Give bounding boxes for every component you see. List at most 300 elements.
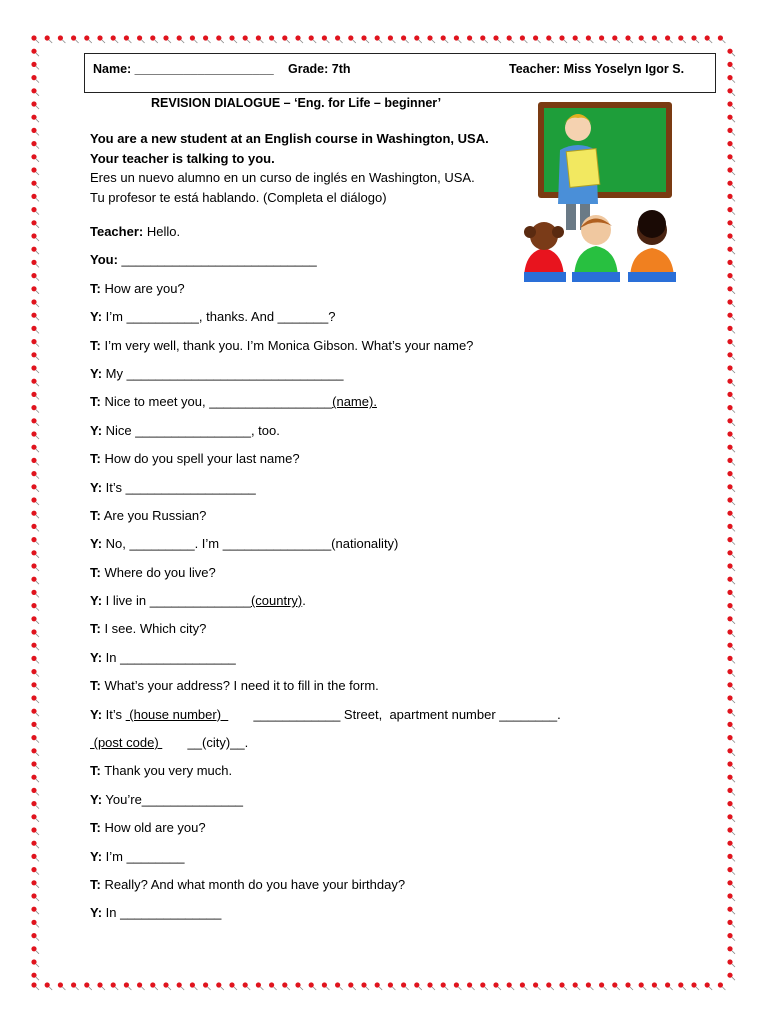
- dialogue-text[interactable]: What’s your address? I need it to fill in the form.: [100, 678, 379, 694]
- border-dot: [31, 326, 36, 331]
- border-dot: [31, 801, 36, 806]
- border-dot-tail: [419, 40, 422, 43]
- border-dot: [533, 35, 538, 40]
- border-dot: [727, 946, 732, 951]
- border-dot-tail: [36, 212, 39, 215]
- dialogue-text[interactable]: I’m __________, thanks. And _______?: [102, 309, 336, 325]
- border-dot: [31, 115, 36, 120]
- border-dot: [691, 982, 696, 987]
- border-dot: [31, 959, 36, 964]
- speaker-label: T:: [90, 451, 101, 467]
- border-dot-tail: [36, 344, 39, 347]
- border-dot: [727, 709, 732, 714]
- border-dot: [727, 563, 732, 568]
- border-dot-tail: [168, 987, 171, 990]
- border-dot: [31, 695, 36, 700]
- instructions-es-1: Eres un nuevo alumno en un curso de inglés en Washington, USA.: [90, 170, 475, 185]
- dialogue-text[interactable]: You’re______________: [102, 791, 244, 807]
- border-dot: [727, 629, 732, 634]
- dialogue-text[interactable]: Hello.: [143, 224, 181, 239]
- dialogue-line: [90, 904, 690, 932]
- border-dot: [71, 982, 76, 987]
- border-dot-tail: [696, 40, 699, 43]
- border-dot-tail: [128, 987, 131, 990]
- border-dot: [559, 35, 564, 40]
- border-dot-tail: [36, 357, 39, 360]
- border-dot-tail: [36, 621, 39, 624]
- speaker-label: Y:: [90, 848, 103, 864]
- border-dot-tail: [732, 225, 735, 228]
- border-dot-tail: [36, 278, 39, 281]
- border-dot-tail: [732, 660, 735, 663]
- border-dot-tail: [732, 528, 735, 531]
- border-dot: [31, 854, 36, 859]
- border-dot-tail: [36, 370, 39, 373]
- border-dot-tail: [683, 40, 686, 43]
- border-dot: [705, 35, 710, 40]
- border-dot-tail: [732, 449, 735, 452]
- border-dot-tail: [732, 370, 735, 373]
- border-dot: [375, 35, 380, 40]
- border-dot-tail: [36, 987, 39, 990]
- border-dot-tail: [36, 462, 39, 465]
- border-dot-tail: [732, 779, 735, 782]
- border-dot-tail: [353, 40, 356, 43]
- border-dot: [727, 194, 732, 199]
- border-dot-tail: [36, 634, 39, 637]
- border-dot: [727, 577, 732, 582]
- border-dot-tail: [498, 40, 501, 43]
- border-dot: [727, 484, 732, 489]
- border-dot: [111, 35, 116, 40]
- border-dot-tail: [36, 911, 39, 914]
- border-dot: [727, 656, 732, 661]
- dialogue-text[interactable]: Thank you very much.: [100, 763, 233, 779]
- border-dot: [309, 982, 314, 987]
- speaker-label: T:: [90, 564, 101, 580]
- border-dot-tail: [419, 987, 422, 990]
- border-dot-tail: [472, 987, 475, 990]
- grade-label: Grade: 7th: [288, 62, 351, 76]
- border-dot-tail: [732, 911, 735, 914]
- speaker-label: T:: [90, 394, 101, 410]
- border-dot: [441, 982, 446, 987]
- border-dot: [727, 101, 732, 106]
- border-dot-tail: [617, 987, 620, 990]
- border-dot-tail: [36, 396, 39, 399]
- border-dot: [31, 616, 36, 621]
- border-dot-tail: [36, 687, 39, 690]
- border-dot: [335, 982, 340, 987]
- name-field-label[interactable]: Name: ____________________: [93, 62, 274, 76]
- border-dot-tail: [732, 251, 735, 254]
- dialogue-text-after[interactable]: ____________ Street, apartment number ________.: [228, 706, 561, 722]
- border-dot-tail: [732, 423, 735, 426]
- border-dot-tail: [49, 987, 52, 990]
- border-dot: [31, 603, 36, 608]
- border-dot-tail: [221, 40, 224, 43]
- border-dot-tail: [36, 740, 39, 743]
- border-dot: [31, 629, 36, 634]
- border-dot-tail: [36, 766, 39, 769]
- border-dot: [31, 405, 36, 410]
- border-dot: [573, 982, 578, 987]
- border-dot-tail: [732, 291, 735, 294]
- border-dot: [727, 62, 732, 67]
- border-dot: [727, 801, 732, 806]
- border-dot: [678, 35, 683, 40]
- border-dot: [520, 35, 525, 40]
- border-dot: [31, 669, 36, 674]
- border-dot: [31, 788, 36, 793]
- border-dot-tail: [732, 924, 735, 927]
- dialogue-text[interactable]: My ______________________________: [102, 365, 344, 381]
- border-dot: [269, 35, 274, 40]
- border-dot: [467, 982, 472, 987]
- dialogue-text[interactable]: It’s: [102, 706, 126, 722]
- border-dot-tail: [732, 66, 735, 69]
- border-dot-tail: [732, 317, 735, 320]
- dialogue-line: [90, 393, 690, 421]
- border-dot: [727, 75, 732, 80]
- border-dot: [31, 722, 36, 727]
- border-dot-tail: [732, 647, 735, 650]
- border-dot: [31, 339, 36, 344]
- border-dot-tail: [617, 40, 620, 43]
- border-dot-tail: [732, 898, 735, 901]
- border-dot: [31, 880, 36, 885]
- border-dot-tail: [36, 885, 39, 888]
- dialogue-text-after[interactable]: .: [302, 593, 306, 609]
- border-dot-tail: [732, 555, 735, 558]
- dialogue-text[interactable]: In ______________: [102, 905, 222, 921]
- speaker-label: Y:: [90, 905, 103, 921]
- dialogue: [90, 223, 690, 933]
- dialogue-text[interactable]: How old are you?: [100, 820, 206, 836]
- border-dot-tail: [36, 858, 39, 861]
- border-dot: [727, 788, 732, 793]
- answer-hint[interactable]: (post code): [90, 735, 163, 751]
- border-dot-tail: [36, 198, 39, 201]
- border-dot: [31, 88, 36, 93]
- border-dot-tail: [732, 396, 735, 399]
- border-dot: [665, 35, 670, 40]
- border-dot: [559, 982, 564, 987]
- border-dot: [97, 35, 102, 40]
- border-dot: [31, 128, 36, 133]
- border-dot-tail: [445, 987, 448, 990]
- border-dot-tail: [76, 987, 79, 990]
- border-dot-tail: [36, 330, 39, 333]
- dialogue-text[interactable]: I’m very well, thank you. I’m Monica Gibson. What’s your name?: [100, 337, 474, 353]
- dialogue-text[interactable]: Are you Russian?: [100, 507, 207, 523]
- border-dot: [727, 352, 732, 357]
- dialogue-text[interactable]: How are you?: [100, 280, 185, 296]
- border-dot-tail: [102, 987, 105, 990]
- border-dot-tail: [722, 987, 725, 990]
- border-dot-tail: [36, 726, 39, 729]
- border-dot-tail: [683, 987, 686, 990]
- border-dot: [190, 982, 195, 987]
- border-dot: [31, 550, 36, 555]
- border-dot: [31, 735, 36, 740]
- border-dot-tail: [326, 40, 329, 43]
- dialogue-line: [90, 280, 690, 308]
- border-dot: [31, 431, 36, 436]
- border-dot: [84, 982, 89, 987]
- border-dot-tail: [732, 700, 735, 703]
- border-dot-tail: [732, 581, 735, 584]
- border-dot-tail: [604, 987, 607, 990]
- border-dot-tail: [142, 40, 145, 43]
- border-dot: [31, 167, 36, 172]
- border-dot-tail: [732, 159, 735, 162]
- border-dot: [71, 35, 76, 40]
- border-dot: [31, 220, 36, 225]
- dialogue-text[interactable]: Nice ________________, too.: [102, 422, 280, 438]
- border-dot-tail: [221, 987, 224, 990]
- border-dot: [31, 841, 36, 846]
- border-dot: [177, 982, 182, 987]
- border-dot-tail: [445, 40, 448, 43]
- border-dot: [31, 946, 36, 951]
- border-dot: [727, 220, 732, 225]
- speaker-label: Y:: [90, 422, 103, 438]
- dialogue-text[interactable]: Where do you live?: [100, 564, 216, 580]
- border-dot-tail: [89, 987, 92, 990]
- border-dot: [546, 982, 551, 987]
- border-dot-tail: [36, 106, 39, 109]
- border-dot-tail: [36, 964, 39, 967]
- border-dot-tail: [551, 987, 554, 990]
- border-dot: [727, 431, 732, 436]
- border-dot-tail: [406, 987, 409, 990]
- border-dot-tail: [732, 621, 735, 624]
- border-dot: [31, 982, 36, 987]
- border-dot-tail: [732, 608, 735, 611]
- border-dot: [727, 841, 732, 846]
- border-dot: [727, 537, 732, 542]
- border-dot-tail: [36, 449, 39, 452]
- border-dot-tail: [732, 304, 735, 307]
- speaker-label: T:: [90, 876, 101, 892]
- border-dot: [361, 982, 366, 987]
- border-dot: [282, 982, 287, 987]
- border-dot: [58, 35, 63, 40]
- answer-hint[interactable]: (name).: [332, 394, 377, 410]
- border-dot: [31, 35, 36, 40]
- border-dot: [31, 814, 36, 819]
- border-dot-tail: [732, 278, 735, 281]
- border-dot-tail: [432, 987, 435, 990]
- border-dot-tail: [458, 987, 461, 990]
- border-dot: [31, 577, 36, 582]
- border-dot: [727, 128, 732, 133]
- border-dot: [727, 761, 732, 766]
- dialogue-text[interactable]: I live in ______________: [102, 593, 251, 609]
- border-dot: [31, 497, 36, 502]
- answer-hint[interactable]: (house number): [125, 706, 229, 722]
- border-dot-tail: [524, 40, 527, 43]
- border-dot: [295, 35, 300, 40]
- border-dot: [124, 35, 129, 40]
- border-dot-tail: [36, 779, 39, 782]
- dialogue-text[interactable]: It’s __________________: [102, 479, 256, 495]
- border-dot: [216, 35, 221, 40]
- border-dot: [163, 982, 168, 987]
- border-dot: [401, 35, 406, 40]
- dialogue-text[interactable]: In ________________: [102, 649, 236, 665]
- border-dot-tail: [732, 726, 735, 729]
- border-dot-tail: [36, 977, 39, 980]
- border-dot: [454, 35, 459, 40]
- border-dot: [229, 35, 234, 40]
- border-dot: [718, 35, 723, 40]
- instructions-es-2: Tu profesor te está hablando. (Completa el diálogo): [90, 189, 387, 205]
- speaker-label: Y:: [90, 536, 103, 552]
- border-dot: [58, 982, 63, 987]
- border-dot-tail: [36, 938, 39, 941]
- border-dot-tail: [696, 987, 699, 990]
- border-dot: [727, 418, 732, 423]
- border-dot: [150, 982, 155, 987]
- border-dot: [31, 748, 36, 753]
- dialogue-line: [90, 251, 690, 279]
- border-dot-tail: [732, 832, 735, 835]
- border-dot: [678, 982, 683, 987]
- border-dot-tail: [36, 700, 39, 703]
- dialogue-text[interactable]: I see. Which city?: [100, 621, 207, 637]
- border-dot-tail: [732, 462, 735, 465]
- border-dot-tail: [379, 987, 382, 990]
- border-dot: [150, 35, 155, 40]
- border-dot-tail: [36, 872, 39, 875]
- border-dot-tail: [732, 198, 735, 201]
- border-dot-tail: [732, 212, 735, 215]
- border-dot-tail: [36, 806, 39, 809]
- border-dot-tail: [36, 225, 39, 228]
- border-dot-tail: [551, 40, 554, 43]
- border-dot: [97, 982, 102, 987]
- border-dot: [599, 982, 604, 987]
- speaker-label: Y:: [90, 593, 103, 609]
- border-dot-tail: [36, 951, 39, 954]
- dialogue-line: [90, 564, 690, 592]
- border-dot: [727, 471, 732, 476]
- border-dot-tail: [538, 40, 541, 43]
- border-dot: [388, 35, 393, 40]
- dialogue-text[interactable]: Really? And what month do you have your birthday?: [100, 876, 406, 892]
- border-dot: [507, 35, 512, 40]
- border-dot: [454, 982, 459, 987]
- border-dot-tail: [194, 987, 197, 990]
- border-dot: [31, 445, 36, 450]
- border-dot-tail: [732, 977, 735, 980]
- dialogue-text[interactable]: Nice to meet you, _________________: [100, 394, 333, 410]
- border-dot-tail: [36, 264, 39, 267]
- dialogue-line: [90, 592, 690, 620]
- border-dot: [31, 933, 36, 938]
- border-dot-tail: [36, 674, 39, 677]
- border-dot: [493, 982, 498, 987]
- border-dot-tail: [732, 185, 735, 188]
- border-dot-tail: [732, 264, 735, 267]
- border-dot: [639, 982, 644, 987]
- border-dot: [243, 35, 248, 40]
- border-dot-tail: [732, 687, 735, 690]
- border-dot-tail: [732, 476, 735, 479]
- border-dot: [639, 35, 644, 40]
- border-dot-tail: [392, 40, 395, 43]
- border-dot-tail: [432, 40, 435, 43]
- border-dot: [546, 35, 551, 40]
- answer-hint[interactable]: (country): [250, 593, 303, 609]
- speaker-label: T:: [90, 337, 101, 353]
- dialogue-line: [90, 308, 690, 336]
- border-dot-tail: [155, 987, 158, 990]
- border-dot-tail: [36, 528, 39, 531]
- border-dot-tail: [300, 40, 303, 43]
- border-dot-tail: [709, 40, 712, 43]
- border-dot-tail: [234, 40, 237, 43]
- dialogue-text-after[interactable]: __(city)__.: [162, 735, 249, 751]
- border-dot-tail: [643, 987, 646, 990]
- border-dot-tail: [340, 987, 343, 990]
- border-dot-tail: [732, 344, 735, 347]
- border-dot-tail: [36, 119, 39, 122]
- speaker-label: Y:: [90, 365, 103, 381]
- border-dot-tail: [732, 489, 735, 492]
- border-dot-tail: [732, 951, 735, 954]
- speaker-label: T:: [90, 507, 101, 523]
- border-dot-tail: [36, 159, 39, 162]
- border-dot: [31, 101, 36, 106]
- border-dot: [31, 299, 36, 304]
- speaker-label: You:: [90, 252, 118, 268]
- border-dot: [31, 511, 36, 516]
- dialogue-line: [90, 223, 690, 251]
- border-dot: [31, 920, 36, 925]
- border-dot-tail: [524, 987, 527, 990]
- border-dot-tail: [36, 542, 39, 545]
- dialogue-text[interactable]: I’m ________: [102, 848, 185, 864]
- border-dot-tail: [732, 872, 735, 875]
- border-dot: [45, 35, 50, 40]
- border-dot-tail: [732, 792, 735, 795]
- border-dot-tail: [36, 898, 39, 901]
- border-dot-tail: [36, 515, 39, 518]
- border-dot: [625, 982, 630, 987]
- border-dot: [441, 35, 446, 40]
- dialogue-text[interactable]: How do you spell your last name?: [100, 451, 300, 467]
- border-dot: [31, 709, 36, 714]
- border-dot-tail: [36, 238, 39, 241]
- border-dot-tail: [115, 987, 118, 990]
- border-dot: [727, 392, 732, 397]
- border-dot: [691, 35, 696, 40]
- border-dot: [31, 484, 36, 489]
- border-dot: [533, 982, 538, 987]
- border-dot: [31, 207, 36, 212]
- border-dot-tail: [36, 713, 39, 716]
- border-dot: [599, 35, 604, 40]
- dialogue-text[interactable]: No, _________. I’m _______________(nationality): [102, 536, 399, 552]
- dialogue-line: [90, 479, 690, 507]
- dialogue-text[interactable]: ___________________________: [117, 252, 317, 268]
- border-dot-tail: [590, 987, 593, 990]
- dialogue-line: [90, 535, 690, 563]
- border-dot-tail: [732, 858, 735, 861]
